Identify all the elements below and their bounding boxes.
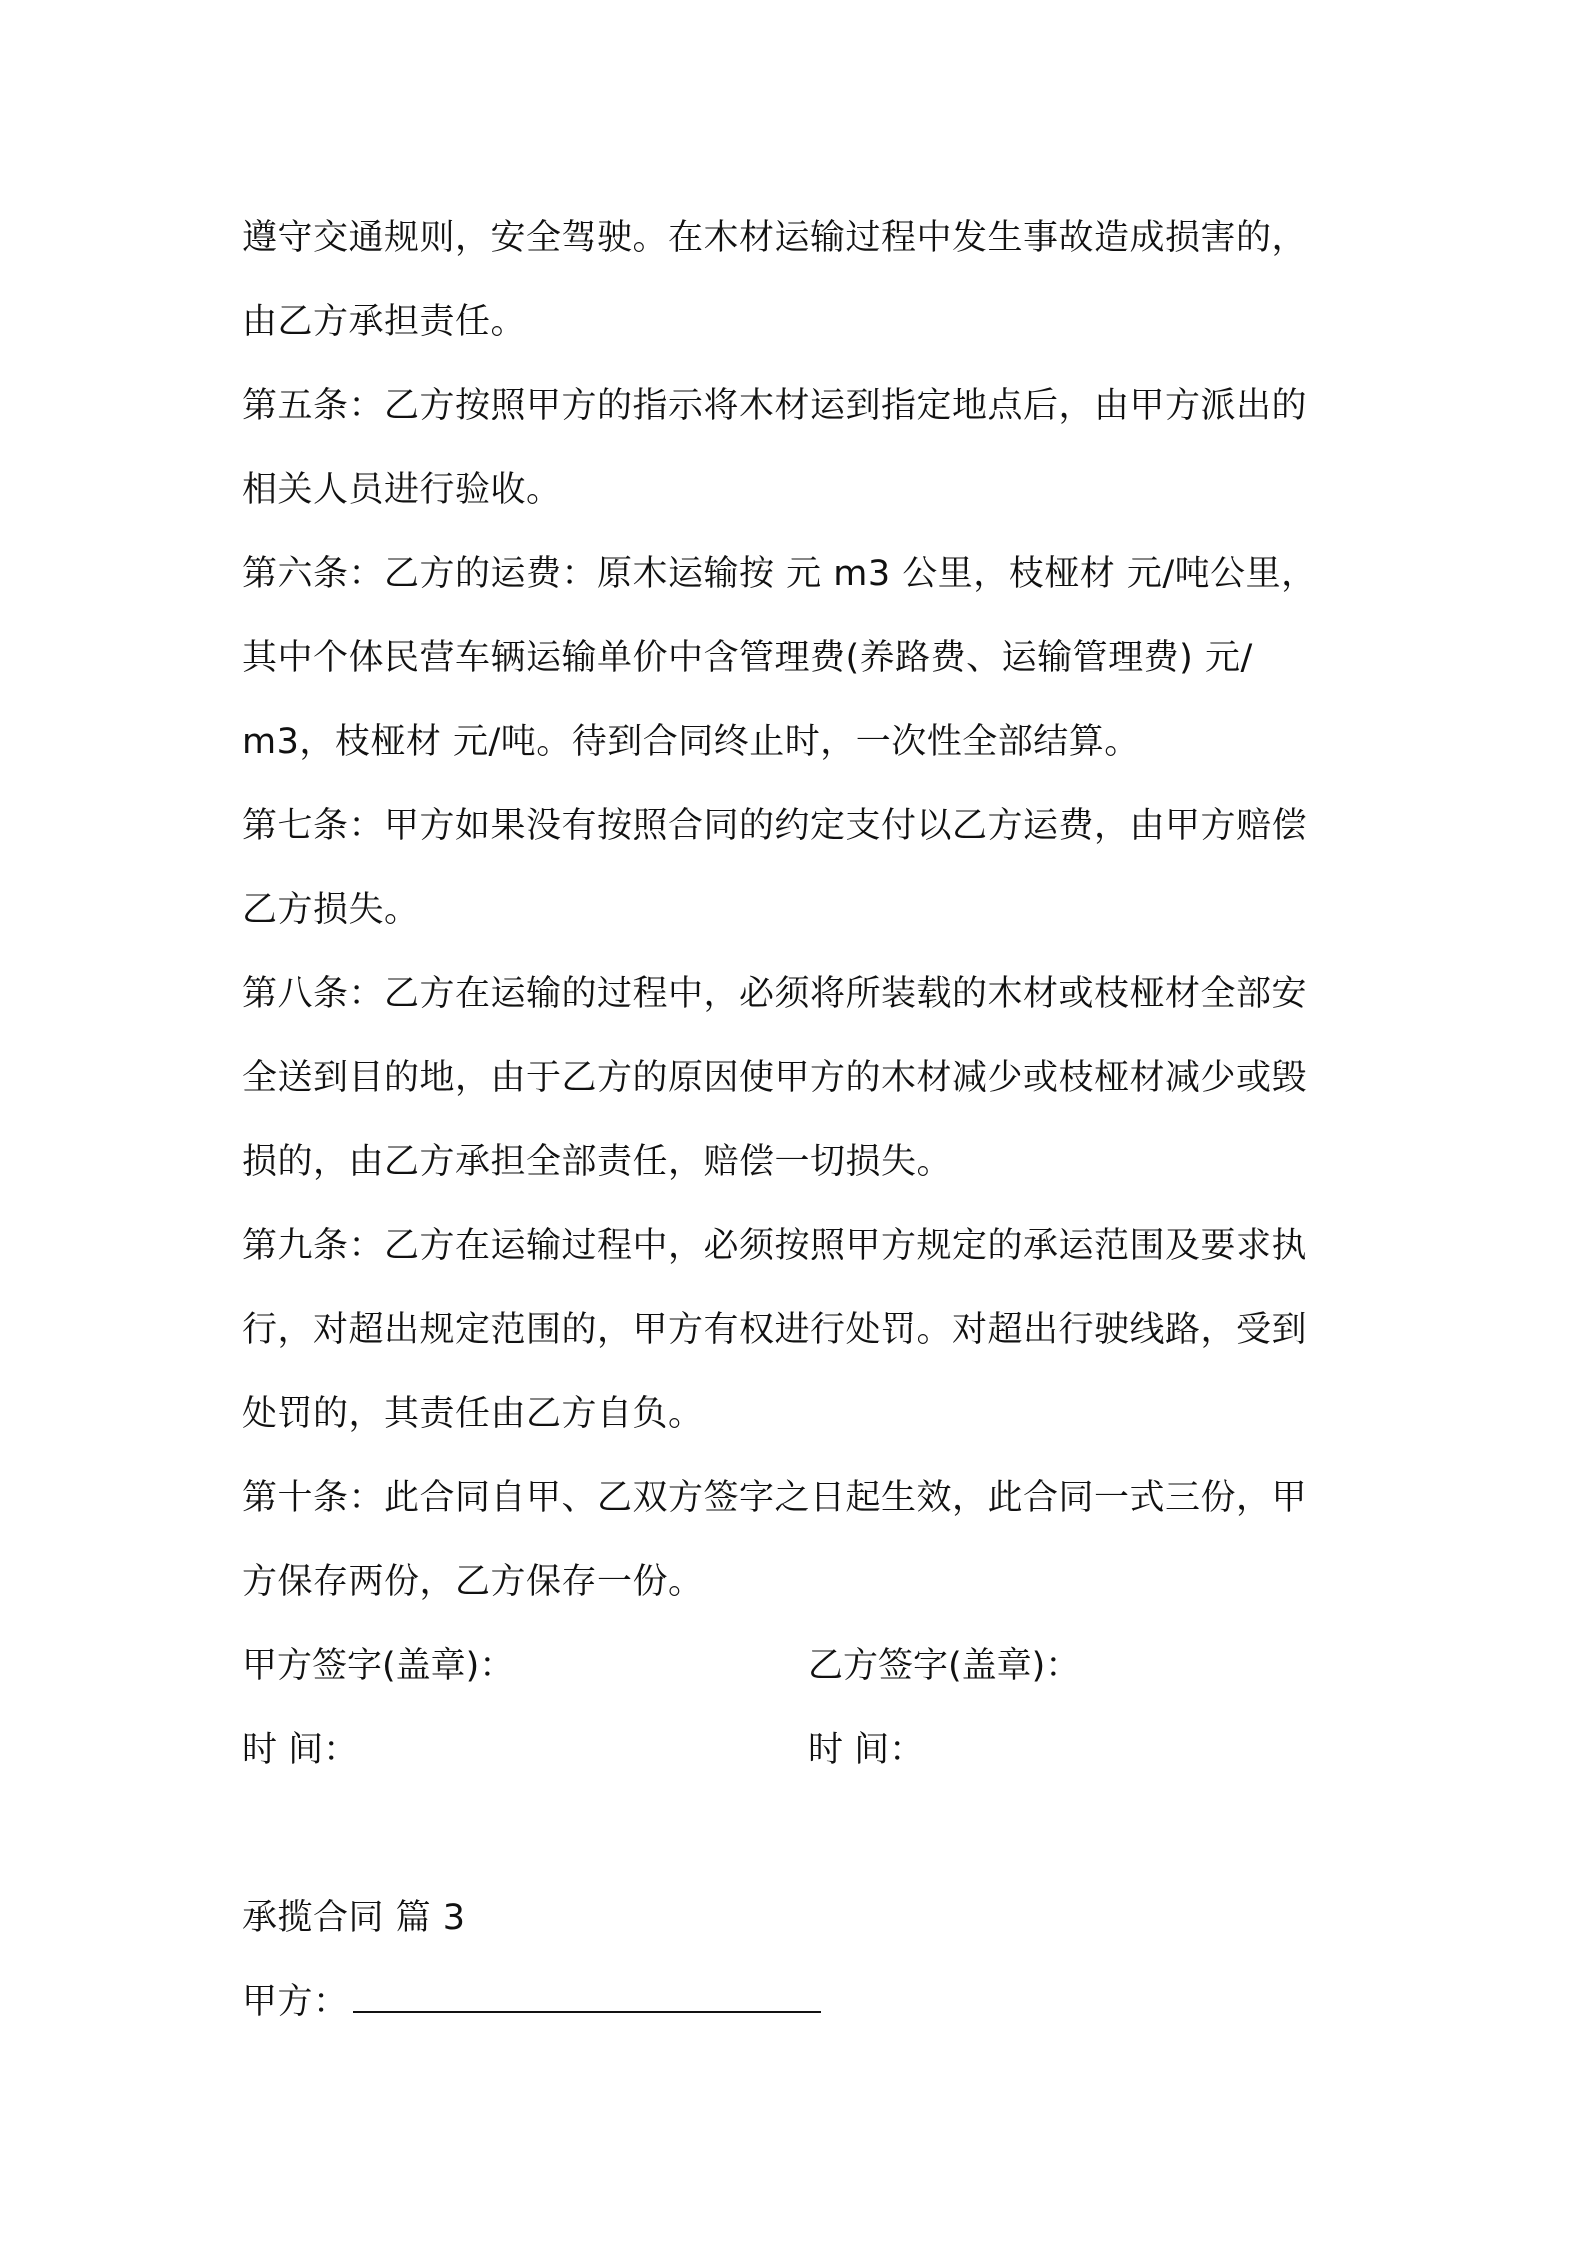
paragraph-line: 全送到目的地，由于乙方的原因使甲方的木材减少或枝桠材减少或毁 [242,1058,1308,1098]
paragraph-line: m3，枝桠材 元/吨。待到合同终止时，一次性全部结算。 [242,722,1140,762]
paragraph-line: 乙方损失。 [242,890,420,930]
paragraph-line: 其中个体民营车辆运输单价中含管理费(养路费、运输管理费) 元/ [242,638,1253,678]
paragraph-line: 损的，由乙方承担全部责任，赔偿一切损失。 [242,1142,953,1182]
party-a-time-label: 时 间： [242,1730,359,1770]
paragraph-line: 相关人员进行验收。 [242,470,562,510]
party-a-signature-label: 甲方签字(盖章)： [242,1646,515,1686]
signature-row [242,1624,1362,1708]
article-6-line: 第六条：乙方的运费：原木运输按 元 m3 公里，枝桠材 元/吨公里， [242,554,1317,594]
paragraph-line: 方保存两份，乙方保存一份。 [242,1562,704,1602]
paragraph-line: 遵守交通规则，安全驾驶。在木材运输过程中发生事故造成损害的， [242,218,1308,258]
party-a-label: 甲方： [242,1982,349,2022]
paragraph-line: 行，对超出规定范围的，甲方有权进行处罚。对超出行驶线路，受到 [242,1310,1308,1350]
party-a-line [242,1960,1362,2044]
section-spacer [242,1792,1362,1876]
signature-time-row [242,1708,1362,1792]
article-10-line: 第十条：此合同自甲、乙双方签字之日起生效，此合同一式三份，甲 [242,1478,1308,1518]
party-b-time-label: 时 间： [808,1730,925,1770]
section-title: 承揽合同 篇 3 [242,1898,466,1938]
article-7-line: 第七条：甲方如果没有按照合同的约定支付以乙方运费，由甲方赔偿 [242,806,1308,846]
paragraph-line: 由乙方承担责任。 [242,302,527,342]
party-a-blank-field [353,1977,821,2013]
paragraph-line: 处罚的，其责任由乙方自负。 [242,1394,704,1434]
party-b-signature-label: 乙方签字(盖章)： [808,1646,1081,1686]
article-9-line: 第九条：乙方在运输过程中，必须按照甲方规定的承运范围及要求执 [242,1226,1308,1266]
document-body [242,196,1362,2044]
article-5-line: 第五条：乙方按照甲方的指示将木材运到指定地点后，由甲方派出的 [242,386,1308,426]
article-8-line: 第八条：乙方在运输的过程中，必须将所装载的木材或枝桠材全部安 [242,974,1308,1014]
